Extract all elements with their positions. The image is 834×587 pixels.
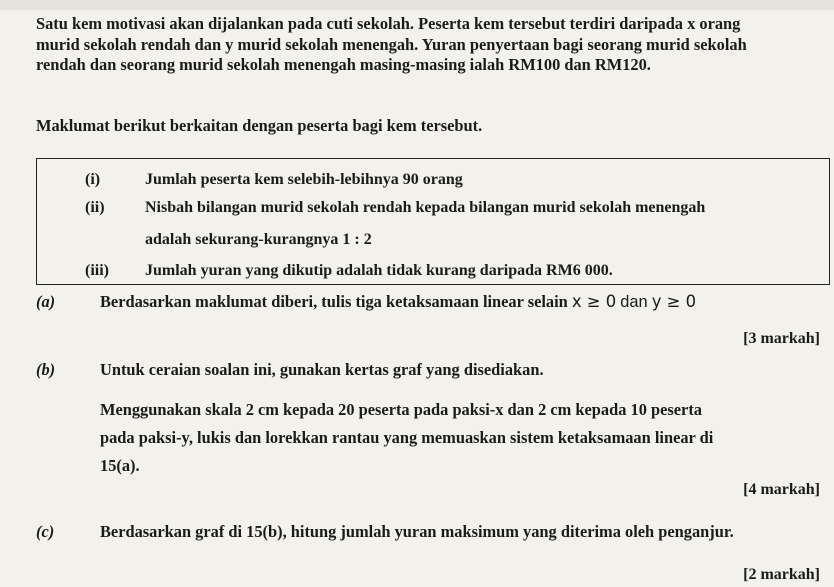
condition-number: (ii) <box>85 199 105 216</box>
condition-number: (iii) <box>85 262 109 279</box>
question-b-line-3: 15(a). <box>100 456 140 475</box>
inequality-x: x ≥ 0 <box>571 292 617 311</box>
intro-paragraph <box>36 14 816 76</box>
information-box <box>36 158 830 285</box>
context-text: Maklumat berikut berkaitan dengan peserta bagi kem tersebut. <box>36 116 483 135</box>
condition-text-continued: adalah sekurang-kurangnya 1 : 2 <box>145 231 372 248</box>
inequality-y: y ≥ 0 <box>651 292 697 311</box>
dan-word: dan <box>620 293 648 311</box>
question-text: Berdasarkan graf di 15(b), hitung jumlah yuran maksimum yang diterima oleh penganjur. <box>100 522 734 541</box>
intro-line-2: murid sekolah rendah dan y murid sekolah menengah. Yuran penyertaan bagi seorang murid sekolah <box>36 34 747 54</box>
condition-text: Jumlah peserta kem selebih-lebihnya 90 orang <box>145 171 463 188</box>
question-b-line-1: Menggunakan skala 2 cm kepada 20 peserta pada paksi-x dan 2 cm kepada 10 peserta <box>100 400 702 419</box>
question-label: (b) <box>36 360 56 379</box>
intro-line-3: rendah dan seorang murid sekolah menengah masing-masing ialah RM100 dan RM120. <box>36 55 651 74</box>
question-label: (a) <box>36 292 56 311</box>
question-label: (c) <box>36 522 55 541</box>
condition-text: Jumlah yuran yang dikutip adalah tidak kurang daripada RM6 000. <box>145 262 613 279</box>
question-text <box>100 292 696 312</box>
condition-text: Nisbah bilangan murid sekolah rendah kepada bilangan murid sekolah menengah <box>145 199 706 216</box>
top-strip <box>0 0 834 10</box>
condition-number: (i) <box>85 171 101 188</box>
intro-line-1: Satu kem motivasi akan dijalankan pada cuti sekolah. Peserta kem tersebut terdiri daripada x orang <box>36 14 741 33</box>
question-text: Untuk ceraian soalan ini, gunakan kertas graf yang disediakan. <box>100 360 544 379</box>
question-b-line-2: pada paksi-y, lukis dan lorekkan rantau yang memuaskan sistem ketaksamaan linear di <box>100 428 714 447</box>
marks-a: [3 markah] <box>743 330 820 347</box>
marks-b: [4 markah] <box>743 481 820 498</box>
question-a-text: Berdasarkan maklumat diberi, tulis tiga ketaksamaan linear selain <box>100 292 568 311</box>
marks-c: [2 markah] <box>743 566 820 583</box>
question-b-paragraph <box>100 396 820 480</box>
